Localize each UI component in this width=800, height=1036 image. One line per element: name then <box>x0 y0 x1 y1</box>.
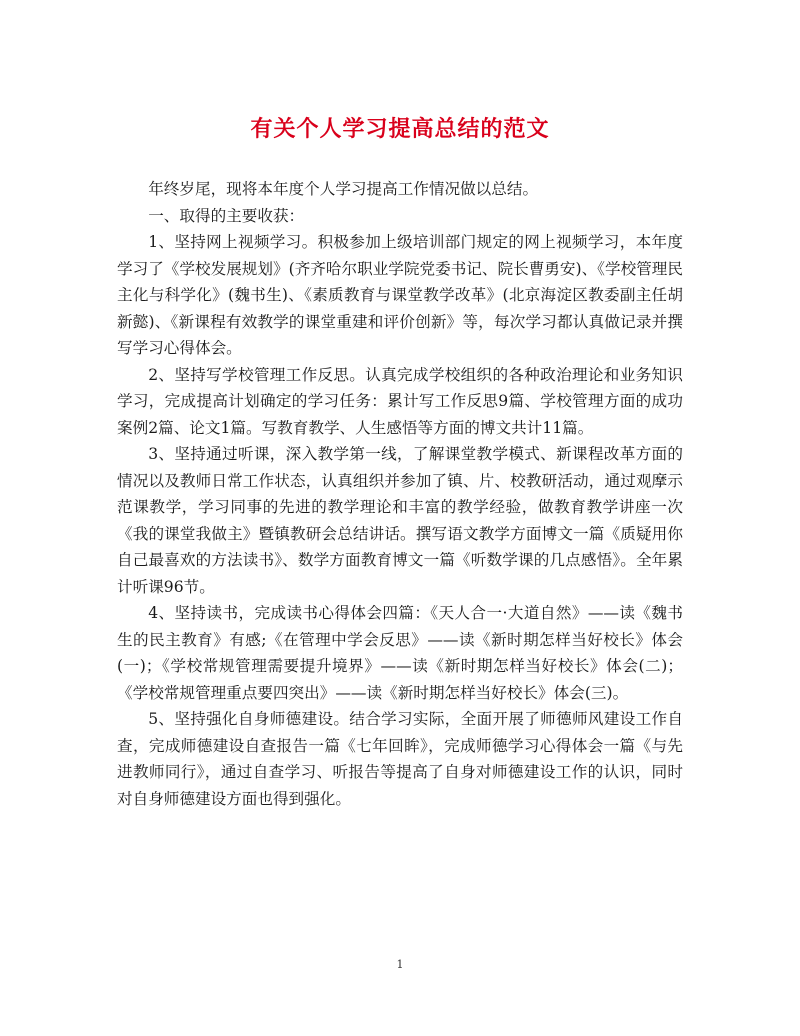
item-paragraph-1: 1、坚持网上视频学习。积极参加上级培训部门规定的网上视频学习，本年度学习了《学校发展规划》(齐齐哈尔职业学院党委书记、院长曹勇安)、《学校管理民主化与科学化》(魏书生)、《素质教育与课堂教学改革》(北京海淀区教委副主任胡新懿)、《新课程有效教学的课堂重建和评价创新》等，每次学习都认真做记录并撰写学习心得体会。 <box>117 233 683 357</box>
item-paragraph-3: 3、坚持通过听课，深入教学第一线，了解课堂教学模式、新课程改革方面的情况以及教师日常工作状态，认真组织并参加了镇、片、校教研活动，通过观摩示范课教学，学习同事的先进的教学理论和丰富的教学经验，做教育教学讲座一次《我的课堂我做主》暨镇教研会总结讲话。撰写语文教学方面博文一篇《质疑用你自己最喜欢的方法读书》、数学方面教育博文一篇《听数学课的几点感悟》。全年累计听课96节。 <box>117 445 683 596</box>
document-body <box>117 176 683 812</box>
document-title: 有关个人学习提高总结的范文 <box>250 116 550 142</box>
item-paragraph-4: 4、坚持读书，完成读书心得体会四篇：《天人合一·大道自然》——读《魏书生的民主教育》有感;《在管理中学会反思》——读《新时期怎样当好校长》体会(一)；《学校常规管理需要提升境界》——读《新时期怎样当好校长》体会(二)；《学校常规管理重点要四突出》——读《新时期怎样当好校长》体会(三)。 <box>117 604 683 702</box>
section-heading: 一、取得的主要收获： <box>148 206 305 225</box>
page-number: 1 <box>396 958 404 971</box>
item-paragraph-5: 5、坚持强化自身师德建设。结合学习实际，全面开展了师德师风建设工作自查，完成师德建设自查报告一篇《七年回眸》，完成师德学习心得体会一篇《与先进教师同行》，通过自查学习、听报告等提高了自身对师德建设工作的认识，同时对自身师德建设方面也得到强化。 <box>117 710 683 808</box>
intro-paragraph: 年终岁尾，现将本年度个人学习提高工作情况做以总结。 <box>148 180 539 198</box>
item-paragraph-2: 2、坚持写学校管理工作反思。认真完成学校组织的各种政治理论和业务知识学习，完成提高计划确定的学习任务：累计写工作反思9篇、学校管理方面的成功案例2篇、论文1篇。写教育教学、人生感悟等方面的博文共计11篇。 <box>117 365 683 437</box>
